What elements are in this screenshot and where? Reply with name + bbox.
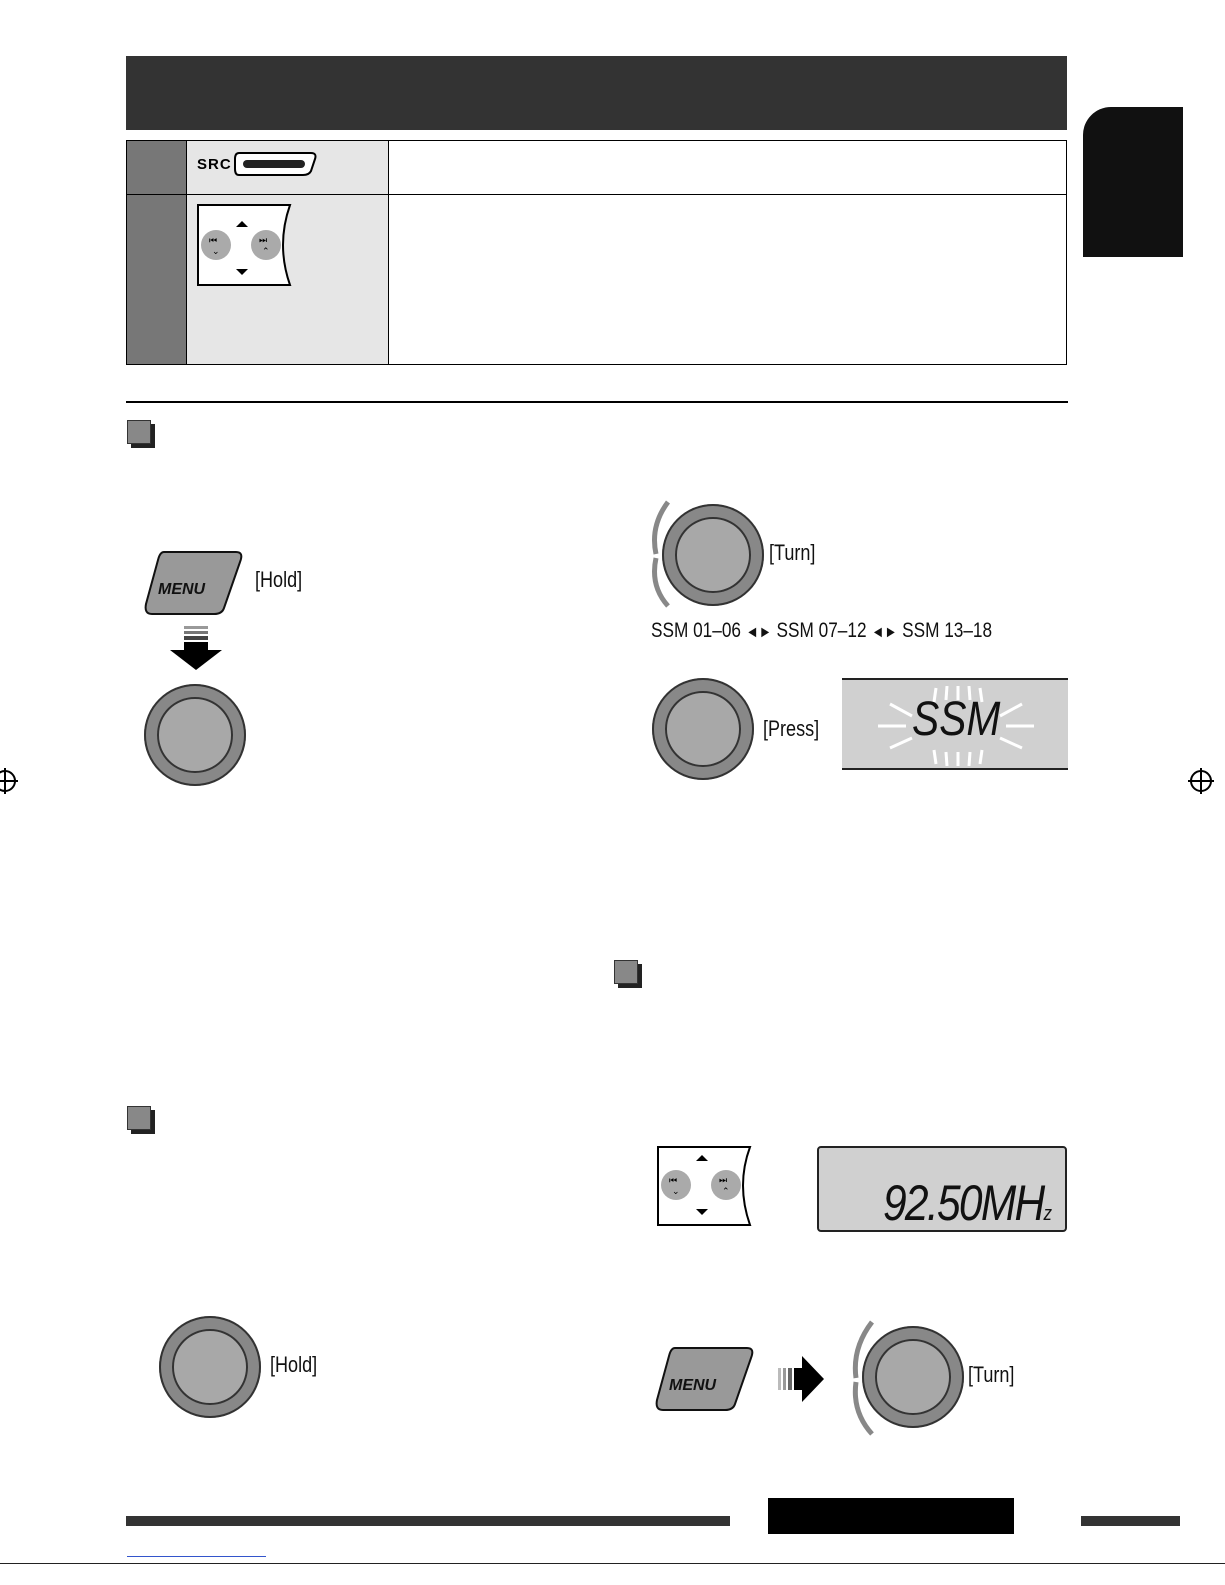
controls-row-src	[127, 141, 1066, 195]
control-dial-icon	[862, 1326, 964, 1428]
double-arrow-icon: ◄►	[871, 624, 898, 641]
hold-label: [Hold]	[270, 1352, 318, 1377]
turn-label: [Turn]	[769, 540, 816, 565]
language-side-tab	[1083, 107, 1183, 257]
svg-text:⏭: ⏭	[719, 1176, 728, 1186]
press-label: [Press]	[763, 716, 820, 741]
control-dial-icon	[662, 504, 764, 606]
menu-button-icon	[655, 1342, 755, 1414]
ssm-sequence	[651, 619, 992, 643]
footer-link-line	[127, 1556, 266, 1557]
description-cell	[389, 141, 1066, 194]
frequency-value: 92.50	[883, 1175, 981, 1231]
row-number-cell	[127, 195, 187, 364]
svg-text:⏮: ⏮	[209, 236, 218, 246]
ssm-display-text: SSM	[912, 693, 1001, 746]
ssm-item: SSM 13–18	[902, 619, 993, 642]
control-dial-icon	[159, 1316, 261, 1418]
registration-mark-icon	[0, 768, 18, 794]
down-arrow-icon	[170, 626, 222, 672]
section-marker	[127, 1106, 151, 1130]
description-cell	[389, 195, 1066, 364]
frequency-unit: MH	[980, 1175, 1044, 1231]
svg-text:⌄: ⌄	[672, 1187, 680, 1197]
svg-text:⏭: ⏭	[259, 236, 268, 246]
cross-pad-icon	[196, 203, 296, 287]
footer-rule	[126, 1516, 730, 1526]
footer-rule	[1081, 1516, 1180, 1526]
svg-text:⌃: ⌃	[722, 1187, 730, 1197]
menu-label: MENU	[669, 1377, 717, 1394]
ssm-item: SSM 07–12	[776, 619, 867, 642]
icon-cell	[187, 141, 389, 194]
control-dial-icon	[652, 678, 754, 780]
menu-label: MENU	[158, 581, 206, 598]
frequency-display	[817, 1146, 1067, 1232]
frequency-unit-suffix: z	[1043, 1203, 1051, 1225]
cross-pad-icon	[656, 1145, 756, 1227]
ssm-display	[842, 678, 1068, 770]
menu-button-icon	[144, 546, 244, 618]
right-arrow-icon	[778, 1356, 824, 1402]
icon-cell	[187, 195, 389, 364]
ssm-item: SSM 01–06	[651, 619, 741, 642]
section-marker	[127, 420, 151, 444]
registration-mark-icon	[1188, 768, 1214, 794]
page-number-box	[768, 1498, 1014, 1534]
section-divider	[126, 401, 1068, 403]
page-trim-line	[0, 1563, 1225, 1564]
double-arrow-icon: ◄►	[745, 624, 772, 641]
turn-label: [Turn]	[968, 1362, 1015, 1387]
src-button-icon	[233, 149, 317, 177]
controls-table	[126, 140, 1067, 365]
control-dial-icon	[144, 684, 246, 786]
controls-row-crosspad	[127, 195, 1066, 364]
svg-text:⌄: ⌄	[212, 247, 220, 257]
row-number-cell	[127, 141, 187, 194]
svg-text:⌃: ⌃	[262, 247, 270, 257]
frequency-readout	[883, 1174, 1050, 1232]
svg-text:⏮: ⏮	[669, 1176, 678, 1186]
title-bar	[126, 56, 1067, 130]
src-button-label: SRC	[197, 156, 232, 173]
section-marker	[614, 960, 638, 984]
hold-label: [Hold]	[255, 567, 303, 592]
